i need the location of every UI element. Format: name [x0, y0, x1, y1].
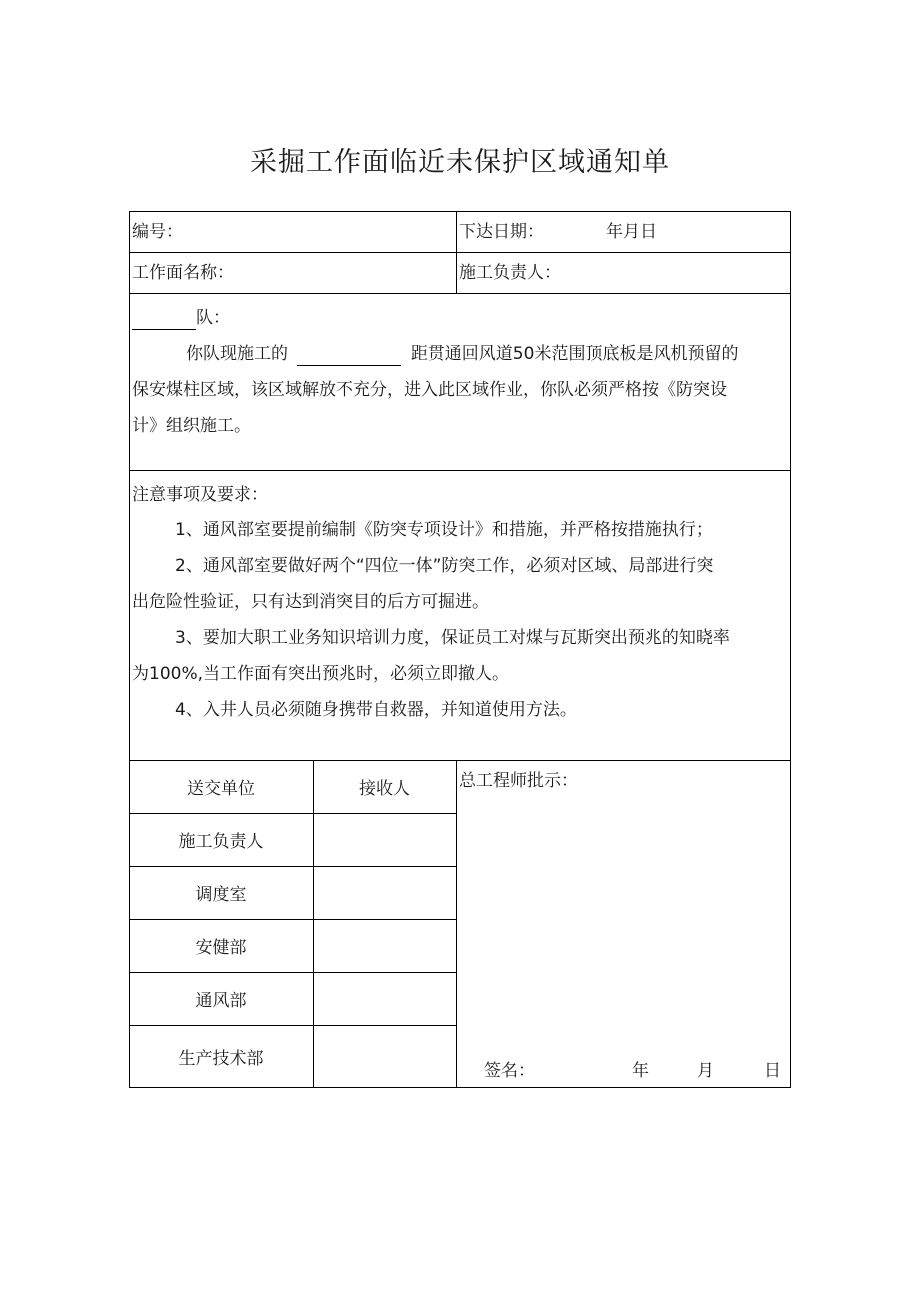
- sign-year: 年: [632, 1061, 649, 1081]
- column-header-unit: 送交单位: [187, 779, 255, 799]
- notice-line-1: [186, 343, 738, 366]
- requirements-heading: 注意事项及要求：: [132, 485, 268, 505]
- unit-safety-health: 安健部: [195, 938, 247, 958]
- column-header-receiver: 接收人: [359, 779, 410, 799]
- requirement-item-4: 4、入井人员必须随身携带自救器，并知道使用方法。: [175, 700, 577, 720]
- notice-line-3: 计》组织施工。: [132, 416, 251, 436]
- chief-engineer-approval-label: 总工程师批示：: [459, 771, 578, 791]
- team-suffix: 队：: [196, 308, 230, 328]
- row-divider: [129, 470, 791, 471]
- sign-month: 月: [697, 1061, 714, 1081]
- team-blank: [132, 307, 196, 330]
- column-divider: [456, 211, 457, 294]
- requirement-item-3: 3、要加大职工业务知识培训力度，保证员工对煤与瓦斯突出预兆的知晓率: [175, 628, 730, 648]
- signature-label: 签名：: [484, 1061, 535, 1081]
- requirement-item-2-cont: 出危险性验证，只有达到消突目的后方可掘进。: [132, 592, 489, 612]
- requirement-item-3-cont: 为100%,当工作面有突出预兆时，必须立即撤人。: [132, 664, 510, 684]
- unit-dispatch-room: 调度室: [195, 885, 247, 905]
- notice-line1-suffix: 距贯通回风道50米范围顶底板是风机预留的: [410, 344, 739, 364]
- issue-date-value: 年月日: [606, 222, 657, 242]
- workface-blank: [297, 343, 401, 366]
- workface-name-label: 工作面名称：: [132, 263, 234, 283]
- sign-day: 日: [764, 1061, 781, 1081]
- number-label: 编号：: [132, 222, 183, 242]
- unit-responsible: 施工负责人: [178, 832, 264, 852]
- issue-date-label: 下达日期：: [459, 222, 544, 242]
- responsible-person-label: 施工负责人：: [459, 263, 561, 283]
- row-divider: [129, 252, 791, 253]
- unit-ventilation: 通风部: [195, 991, 247, 1011]
- notice-line-2: 保安煤柱区域，该区域解放不充分，进入此区域作业，你队必须严格按《防突设: [132, 380, 727, 400]
- row-divider: [129, 293, 791, 294]
- requirement-item-1: 1、通风部室要提前编制《防突专项设计》和措施，并严格按措施执行；: [175, 520, 713, 540]
- unit-production-tech: 生产技术部: [178, 1049, 264, 1069]
- page-title: 采掘工作面临近未保护区域通知单: [250, 147, 670, 178]
- team-line: [132, 307, 230, 330]
- requirement-item-2: 2、通风部室要做好两个“四位一体”防突工作，必须对区域、局部进行突: [175, 556, 714, 576]
- column-divider: [456, 760, 457, 1088]
- notice-line1-prefix: 你队现施工的: [186, 344, 288, 364]
